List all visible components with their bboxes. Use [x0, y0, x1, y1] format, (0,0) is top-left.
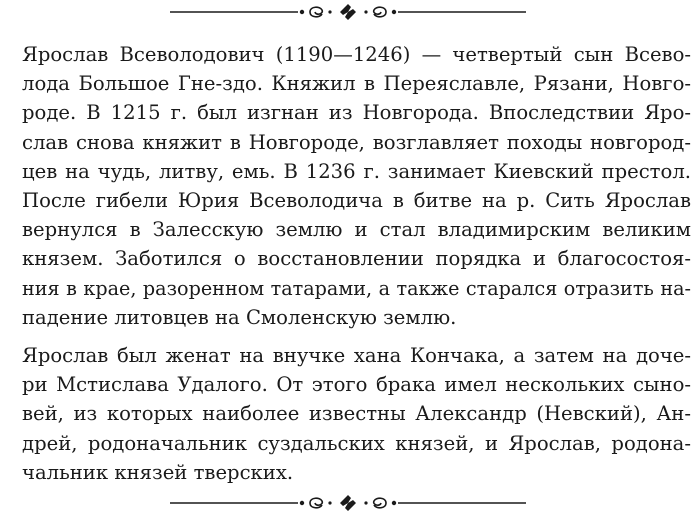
paragraph-1 — [0, 40, 691, 332]
text-line: дрей, родоначальник суздальских князей, и Ярослав, родона- — [22, 431, 691, 455]
top-divider-ornament — [170, 3, 526, 21]
text-line: вей, из которых наиболее известны Александр (Невский), Ан- — [22, 402, 691, 426]
text-line: Ярослав был женат на внучке хана Кончака, а затем на доче- — [22, 344, 691, 368]
text-line: роде. В 1215 г. был изгнан из Новгорода. Впоследствии Яро- — [22, 101, 691, 125]
text-line: ри Мстислава Удалого. От этого брака имел нескольких сыно- — [22, 373, 691, 397]
text-line: лода Большое Гне-здо. Княжил в Переяславле, Рязани, Новго- — [22, 72, 691, 96]
bottom-divider-ornament — [170, 494, 526, 512]
text-line: вернулся в Залесскую землю и стал владимирским великим — [22, 218, 691, 242]
paragraph-2 — [0, 341, 691, 487]
text-line: ния в крае, разоренном татарами, а также старался отразить на- — [22, 276, 691, 300]
text-line: слав снова княжит в Новгороде, возглавляет походы новгород- — [22, 130, 691, 154]
text-line: князем. Заботился о восстановлении порядка и благосостоя- — [22, 247, 691, 271]
text-line: падение литовцев на Смоленскую землю. — [22, 305, 457, 329]
text-line: Ярослав Всеволодович (1190—1246) — четвертый сын Всево- — [22, 43, 691, 66]
text-line: После гибели Юрия Всеволодича в битве на р. Сить Ярослав — [22, 189, 691, 213]
document-body — [0, 40, 691, 487]
text-line: чальник князей тверских. — [22, 460, 294, 484]
text-line: цев на чудь, литву, емь. В 1236 г. занимает Киевский престол. — [22, 159, 691, 183]
